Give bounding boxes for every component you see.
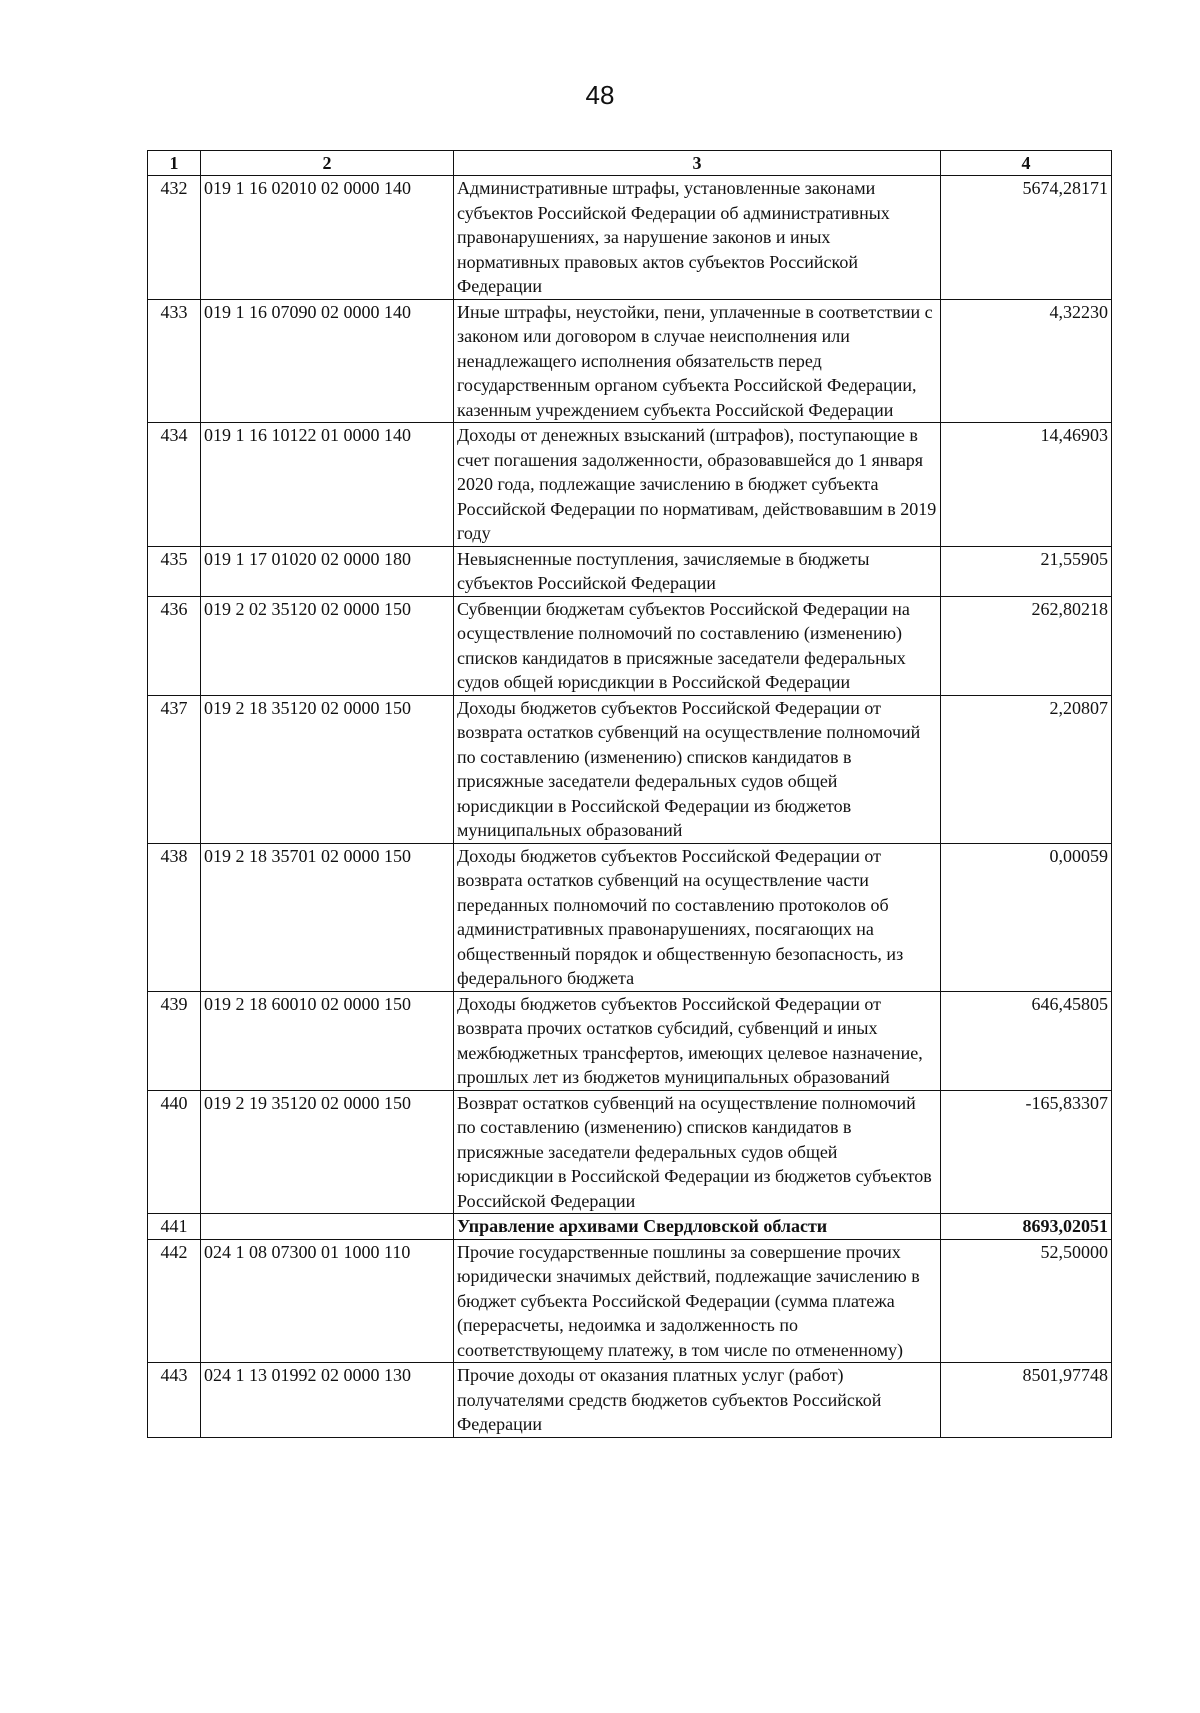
amount-cell: 262,80218 — [941, 596, 1112, 695]
row-number-cell: 438 — [148, 843, 201, 991]
row-number-cell: 439 — [148, 991, 201, 1090]
row-number-cell: 435 — [148, 546, 201, 596]
budget-revenue-table — [147, 150, 1112, 1438]
row-number-cell: 437 — [148, 695, 201, 843]
table-row — [148, 546, 1112, 596]
budget-code-cell: 019 2 18 60010 02 0000 150 — [201, 991, 454, 1090]
row-number-cell: 433 — [148, 299, 201, 423]
revenue-name-cell: Доходы от денежных взысканий (штрафов), поступающие в счет погашения задолженности, образовавшейся до 1 января 2020 года, подлежащие зачислению в бюджет субъекта Российской Федерации по нормативам, действовавшим в 2019 году — [454, 423, 941, 547]
amount-cell: 8693,02051 — [941, 1214, 1112, 1240]
table-header-row — [148, 151, 1112, 176]
table-row — [148, 695, 1112, 843]
revenue-name-cell: Управление архивами Свердловской области — [454, 1214, 941, 1240]
table-row — [148, 423, 1112, 547]
revenue-name-cell: Прочие государственные пошлины за совершение прочих юридически значимых действий, подлежащие зачислению в бюджет субъекта Российской Федерации (сумма платежа (перерасчеты, недоимка и задолженность по соответствующему платежу, в том числе по отмененному) — [454, 1239, 941, 1363]
row-number-cell: 440 — [148, 1090, 201, 1214]
table-row — [148, 1363, 1112, 1438]
column-header-2: 2 — [201, 151, 454, 176]
budget-code-cell: 019 2 18 35701 02 0000 150 — [201, 843, 454, 991]
amount-cell: 2,20807 — [941, 695, 1112, 843]
table-row — [148, 1239, 1112, 1363]
row-number-cell: 432 — [148, 176, 201, 300]
budget-code-cell: 024 1 13 01992 02 0000 130 — [201, 1363, 454, 1438]
row-number-cell: 436 — [148, 596, 201, 695]
row-number-cell: 441 — [148, 1214, 201, 1240]
budget-code-cell: 019 2 02 35120 02 0000 150 — [201, 596, 454, 695]
amount-cell: -165,83307 — [941, 1090, 1112, 1214]
row-number-cell: 443 — [148, 1363, 201, 1438]
revenue-name-cell: Иные штрафы, неустойки, пени, уплаченные в соответствии с законом или договором в случае неисполнения или ненадлежащего исполнения обязательств перед государственным органом субъекта Российской Федерации, казенным учреждением субъекта Российской Федерации — [454, 299, 941, 423]
table-row — [148, 843, 1112, 991]
amount-cell: 21,55905 — [941, 546, 1112, 596]
budget-code-cell: 019 2 18 35120 02 0000 150 — [201, 695, 454, 843]
budget-code-cell: 024 1 08 07300 01 1000 110 — [201, 1239, 454, 1363]
budget-code-cell: 019 1 16 10122 01 0000 140 — [201, 423, 454, 547]
revenue-name-cell: Доходы бюджетов субъектов Российской Федерации от возврата прочих остатков субсидий, субвенций и иных межбюджетных трансфертов, имеющих целевое назначение, прошлых лет из бюджетов муниципальных образований — [454, 991, 941, 1090]
amount-cell: 4,32230 — [941, 299, 1112, 423]
revenue-name-cell: Доходы бюджетов субъектов Российской Федерации от возврата остатков субвенций на осуществление полномочий по составлению (изменению) списков кандидатов в присяжные заседатели федеральных судов общей юрисдикции в Российской Федерации из бюджетов муниципальных образований — [454, 695, 941, 843]
budget-code-cell: 019 1 17 01020 02 0000 180 — [201, 546, 454, 596]
table-row — [148, 596, 1112, 695]
table-row — [148, 1090, 1112, 1214]
budget-code-cell: 019 1 16 02010 02 0000 140 — [201, 176, 454, 300]
budget-code-cell: 019 1 16 07090 02 0000 140 — [201, 299, 454, 423]
row-number-cell: 434 — [148, 423, 201, 547]
table-body — [148, 176, 1112, 1438]
amount-cell: 14,46903 — [941, 423, 1112, 547]
amount-cell: 8501,97748 — [941, 1363, 1112, 1438]
table-row — [148, 176, 1112, 300]
revenue-name-cell: Невыясненные поступления, зачисляемые в бюджеты субъектов Российской Федерации — [454, 546, 941, 596]
amount-cell: 0,00059 — [941, 843, 1112, 991]
row-number-cell: 442 — [148, 1239, 201, 1363]
budget-code-cell — [201, 1214, 454, 1240]
amount-cell: 52,50000 — [941, 1239, 1112, 1363]
amount-cell: 646,45805 — [941, 991, 1112, 1090]
revenue-name-cell: Возврат остатков субвенций на осуществление полномочий по составлению (изменению) списков кандидатов в присяжные заседатели федеральных судов общей юрисдикции в Российской Федерации из бюджетов субъектов Российской Федерации — [454, 1090, 941, 1214]
page-number: 48 — [585, 80, 615, 110]
budget-code-cell: 019 2 19 35120 02 0000 150 — [201, 1090, 454, 1214]
column-header-1: 1 — [148, 151, 201, 176]
revenue-name-cell: Доходы бюджетов субъектов Российской Федерации от возврата остатков субвенций на осуществление части переданных полномочий по составлению протоколов об административных правонарушениях, посягающих на общественный порядок и общественную безопасность, из федерального бюджета — [454, 843, 941, 991]
amount-cell: 5674,28171 — [941, 176, 1112, 300]
revenue-name-cell: Прочие доходы от оказания платных услуг (работ) получателями средств бюджетов субъектов Российской Федерации — [454, 1363, 941, 1438]
revenue-name-cell: Субвенции бюджетам субъектов Российской Федерации на осуществление полномочий по составлению (изменению) списков кандидатов в присяжные заседатели федеральных судов общей юрисдикции в Российской Федерации — [454, 596, 941, 695]
revenue-name-cell: Административные штрафы, установленные законами субъектов Российской Федерации об административных правонарушениях, за нарушение законов и иных нормативных правовых актов субъектов Российской Федерации — [454, 176, 941, 300]
column-header-3: 3 — [454, 151, 941, 176]
table-row — [148, 991, 1112, 1090]
column-header-4: 4 — [941, 151, 1112, 176]
table-row — [148, 299, 1112, 423]
table-row — [148, 1214, 1112, 1240]
